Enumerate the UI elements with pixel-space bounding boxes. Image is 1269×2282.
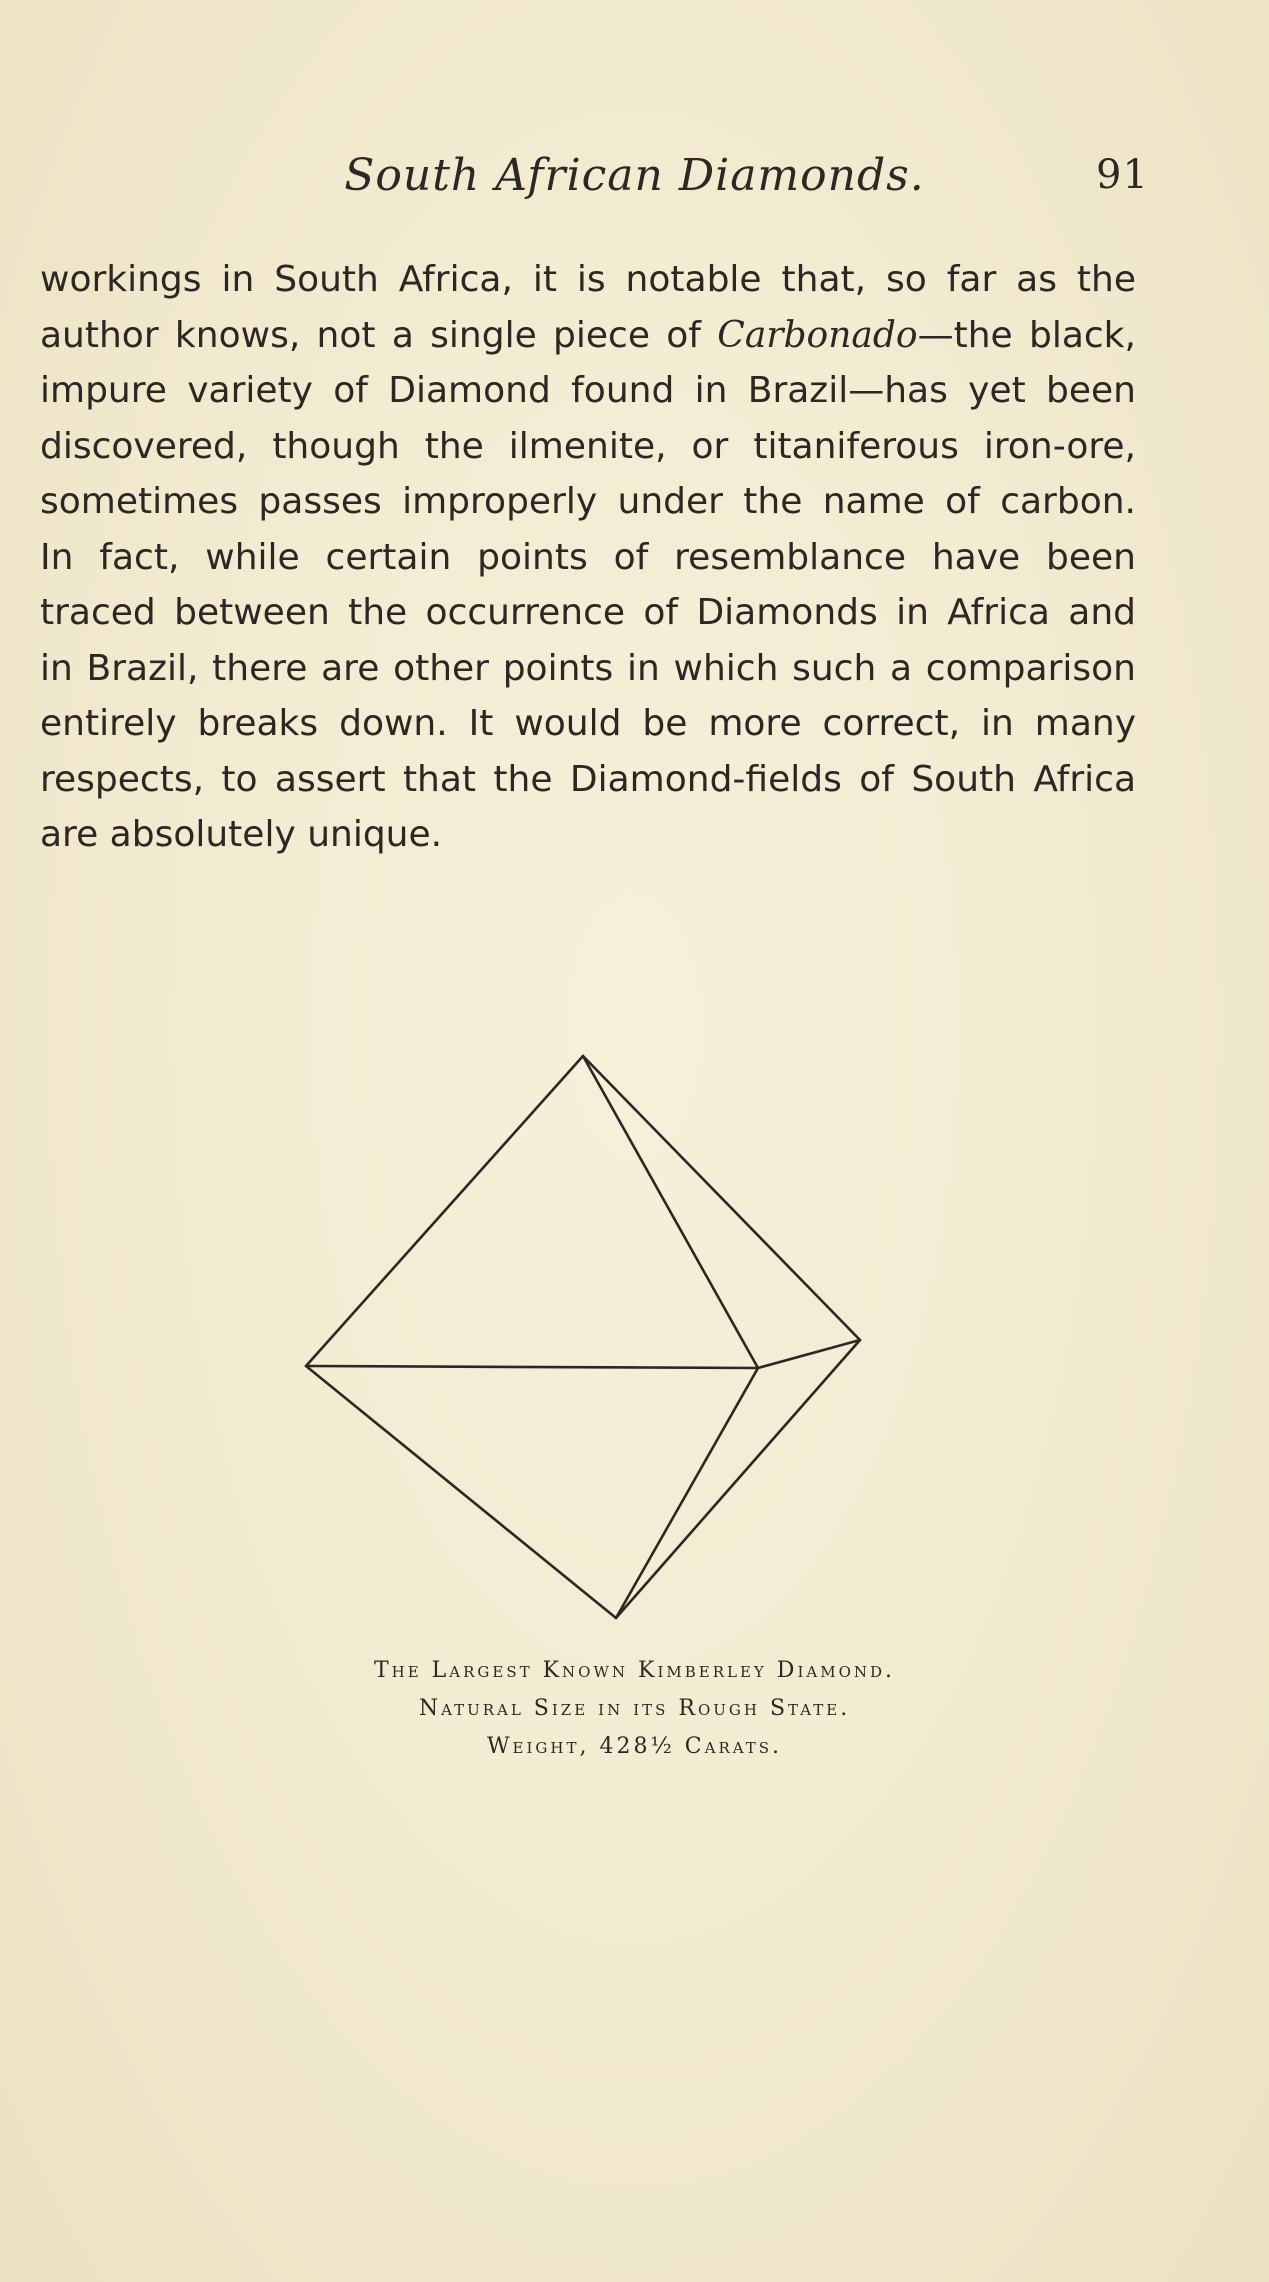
diamond-drawing — [300, 1048, 870, 1628]
italic-term: Carbonado — [717, 314, 918, 356]
running-head — [0, 150, 1269, 210]
diamond-edge — [583, 1056, 758, 1368]
text-line: are absolutely unique. — [40, 814, 443, 855]
diamond-edge — [306, 1056, 583, 1366]
text-line: discovered, though the ilmenite, or titaniferous iron-ore, — [40, 425, 1136, 467]
text-segment: —the black, — [917, 314, 1136, 356]
caption-line: Natural Size in its Rough State. — [418, 1696, 851, 1721]
diamond-edge — [616, 1340, 860, 1618]
caption-line: The Largest Known Kimberley Diamond. — [373, 1658, 896, 1683]
diamond-edge — [306, 1366, 616, 1618]
text-line: sometimes passes improperly under the name of carbon. — [40, 481, 1136, 522]
diamond-edge — [616, 1368, 758, 1618]
text-line: respects, to assert that the Diamond-fields of South Africa — [40, 758, 1136, 800]
text-line: in Brazil, there are other points in which such a comparison — [40, 647, 1136, 689]
diamond-edge — [583, 1056, 860, 1340]
body-text — [40, 252, 1136, 863]
running-title: South African Diamonds. — [344, 150, 925, 201]
diamond-edge — [308, 1366, 758, 1368]
text-line: traced between the occurrence of Diamonds in Africa and — [40, 592, 1136, 633]
text-line: workings in South Africa, it is notable that, so far as the — [40, 259, 1136, 300]
text-segment: author knows, not a single piece of — [40, 314, 701, 356]
text-line: impure variety of Diamond found in Brazil—has yet been — [40, 370, 1136, 411]
text-line: In fact, while certain points of resemblance have been — [40, 536, 1136, 578]
text-line — [40, 308, 1136, 364]
text-line: entirely breaks down. It would be more correct, in many — [40, 703, 1136, 744]
caption-line: Weight, 428½ Carats. — [486, 1734, 783, 1759]
diamond-illustration — [300, 1048, 870, 1628]
figure-caption — [0, 1652, 1269, 1766]
diamond-edge — [758, 1340, 860, 1368]
page-number: 91 — [1096, 152, 1149, 198]
